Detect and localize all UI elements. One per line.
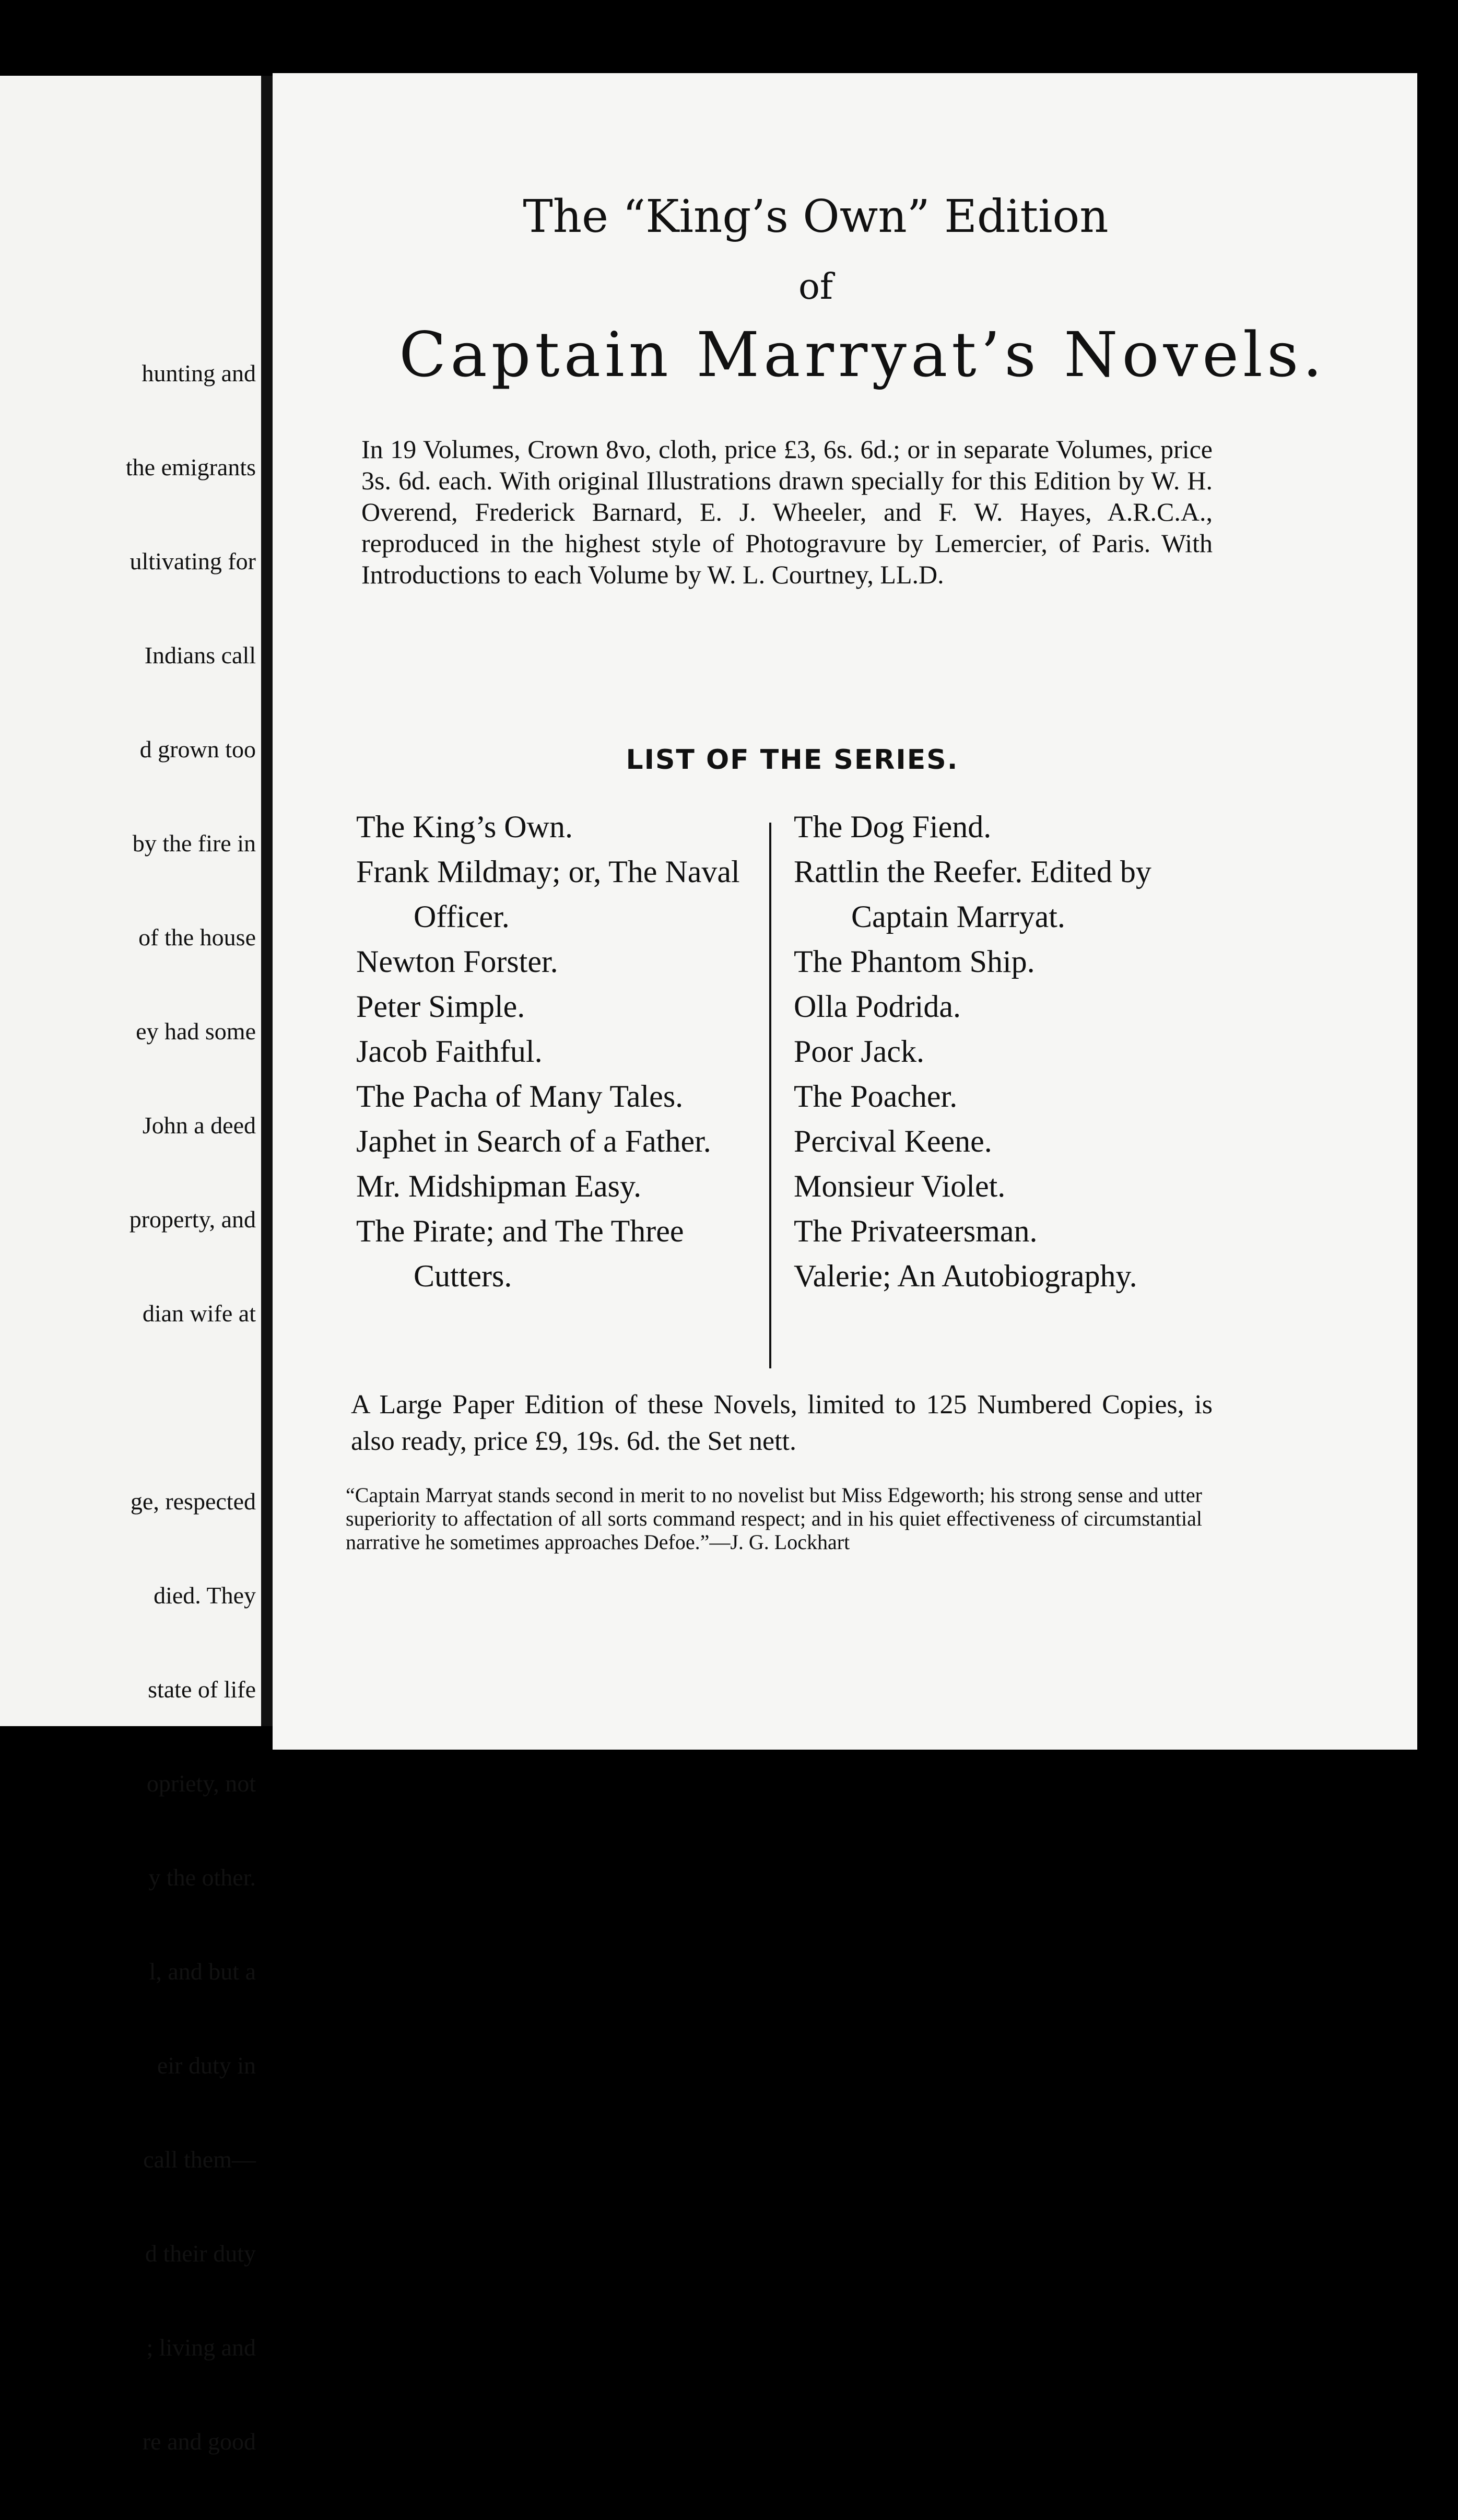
list-item: Monsieur Violet. (794, 1169, 1006, 1203)
left-line: eir duty in (157, 2052, 256, 2079)
page-title: The “King’s Own” Edition (523, 191, 1109, 243)
left-page-text (0, 295, 256, 2520)
left-line: ultivating for (130, 548, 256, 575)
left-line: Indians call (144, 642, 256, 669)
left-line: l, and but a (149, 1958, 256, 1985)
left-line: the emigrants (125, 454, 256, 480)
list-item: Olla Podrida. (794, 989, 961, 1024)
left-line: opriety, not (146, 1770, 256, 1797)
right-page (273, 73, 1417, 1750)
left-line: of the house (138, 924, 256, 951)
list-item: Japhet in Search of a Father. (356, 1124, 711, 1158)
left-line: d grown too (139, 736, 256, 763)
left-line: ey had some (136, 1018, 256, 1045)
list-item: Poor Jack. (794, 1034, 924, 1069)
series-list-left (356, 804, 763, 1298)
main-title: Captain Marryat’s Novels. (399, 319, 1326, 391)
list-item: The Pacha of Many Tales. (356, 1079, 684, 1114)
left-line: state of life (148, 1676, 256, 1703)
left-line: call them— (143, 2146, 256, 2173)
left-line: property, and (129, 1206, 256, 1233)
left-line: ge, respected (130, 1488, 256, 1515)
left-line: d their duty (145, 2240, 256, 2267)
list-item: The Pirate; and The Three Cutters. (356, 1214, 684, 1293)
list-item: Rattlin the Reefer. Edited by Captain Marryat. (794, 854, 1151, 934)
list-item: The Dog Fiend. (794, 810, 992, 844)
list-item: Valerie; An Autobiography. (794, 1259, 1137, 1293)
left-line: John a deed (142, 1112, 256, 1139)
quote: “Captain Marryat stands second in merit to no novelist but Miss Edgeworth; his strong sense and utter superiority to affectation of all sorts command respect; and in his quiet effectiveness of circumstantial narrative he sometimes approaches Defoe.”—J. G. Lockhart (346, 1483, 1202, 1554)
list-item: The King’s Own. (356, 810, 573, 844)
left-line: by the fire in (132, 830, 256, 857)
left-line: died. They (154, 1582, 256, 1609)
left-line: dian wife at (142, 1300, 256, 1327)
list-item: Newton Forster. (356, 944, 558, 979)
list-item: Percival Keene. (794, 1124, 992, 1158)
column-divider (769, 823, 771, 1368)
series-list-right (794, 804, 1201, 1298)
list-item: The Poacher. (794, 1079, 958, 1114)
left-line (0, 1392, 256, 1423)
left-line: ; living and (146, 2334, 256, 2361)
left-page (0, 76, 261, 2455)
list-item: Mr. Midshipman Easy. (356, 1169, 642, 1203)
left-line: re and good (142, 2428, 256, 2455)
large-paper-note: A Large Paper Edition of these Novels, limited to 125 Numbered Copies, is also ready, price £9, 19s. 6d. the Set nett. (351, 1390, 1213, 1456)
list-item: The Privateersman. (794, 1214, 1038, 1248)
list-item: Jacob Faithful. (356, 1034, 543, 1069)
left-line: hunting and (142, 360, 256, 386)
intro-paragraph: In 19 Volumes, Crown 8vo, cloth, price £3, 6s. 6d.; or in separate Volumes, price 3s. 6d. each. With original Illustrations drawn specially for this Edition by W. H. Overend, Frederick Barnard, E. J. Wheeler, and F. W. Hayes, A.R.C.A., reproduced in the highest style of Photogravure by Lemercier, of Paris. With Introductions to each Volume by W. L. Courtney, LL.D. (361, 435, 1213, 589)
list-item: Peter Simple. (356, 989, 525, 1024)
page-gutter (261, 76, 273, 1726)
list-item: Frank Mildmay; or, The Naval Officer. (356, 854, 740, 934)
left-line: y the other. (148, 1864, 256, 1891)
list-heading: LIST OF THE SERIES. (626, 744, 959, 776)
list-item: The Phantom Ship. (794, 944, 1035, 979)
title-of: of (798, 266, 833, 308)
